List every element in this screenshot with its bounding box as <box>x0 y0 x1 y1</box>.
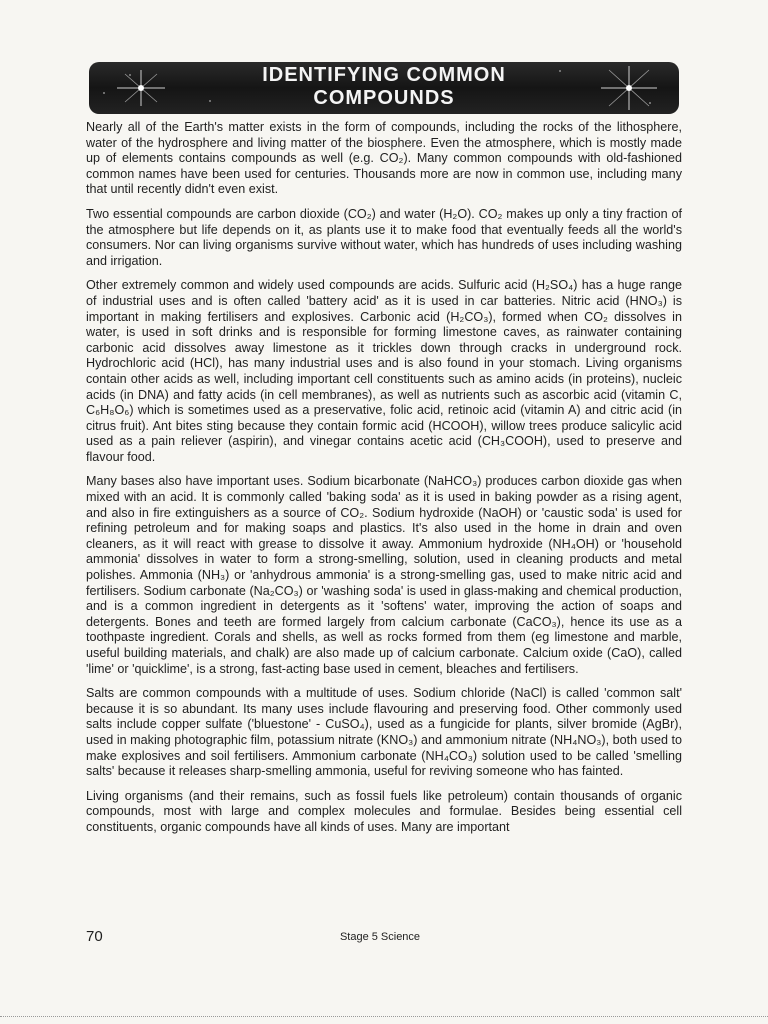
page-title-line-1: IDENTIFYING COMMON <box>262 64 506 86</box>
paragraph-acids: Other extremely common and widely used compounds are acids. Sulfuric acid (H₂SO₄) has a huge range of industrial uses and is often called 'battery acid' as it is used in car batteries. Nitric acid (HNO₃) is important in making fertilisers and explosives. Carbonic acid (H₂CO₃), formed when CO₂ dissolves in water, is used in soft drinks and is responsible for forming limestone caves, as rainwater containing carbonic acid dissolves away limestone as it trickles down through cracks in underground rock. Hydrochloric acid (HCl), has many industrial uses and is also found in your stomach. Living organisms contain other acids as well, including important cell constituents such as amino acids (in proteins), nucleic acids (in DNA) and fatty acids (in cell membranes), as well as nutrients such as ascorbic acid (vitamin C, C₆H₈O₆) which is sometimes used as a preservative, folic acid, retinoic acid (vitamin A) and citric acid (in citrus fruit). Ant bites sting because they contain formic acid (HCOOH), willow trees produce salicylic acid used as a pain reliever (aspirin), and vinegar contains acetic acid (CH₃COOH), used to preserve and flavour food. <box>86 278 682 464</box>
paragraph-organic-compounds: Living organisms (and their remains, such as fossil fuels like petroleum) contain thousands of organic compounds, most with large and complex molecules and formulae. Besides being essential cell constituents, organic compounds have all kinds of uses. Many are important <box>86 788 682 834</box>
bottom-divider <box>0 1016 768 1018</box>
title-banner <box>89 62 679 114</box>
article-body <box>86 120 682 845</box>
paragraph-earth-compounds: Nearly all of the Earth's matter exists in the form of compounds, including the rocks of the lithosphere, water of the hydrosphere and living matter of the biosphere. Even the atmosphere, which is mostly made up of elements contains compounds as well (e.g. CO₂). Many common compounds with old-fashioned common names have been used for centuries. Thousands more are now in common use, including many that until recently didn't even exist. <box>86 120 682 197</box>
paragraph-essential-compounds: Two essential compounds are carbon dioxide (CO₂) and water (H₂O). CO₂ makes up only a tiny fraction of the atmosphere but life depends on it, as plants use it to make food that eventually feeds all the world's consumers. Nor can living organisms survive without water, which has hundreds of uses including washing and irrigation. <box>86 206 682 268</box>
page-title <box>89 64 679 110</box>
footer-title: Stage 5 Science <box>339 931 421 943</box>
page-number: 70 <box>86 928 103 945</box>
paragraph-bases: Many bases also have important uses. Sodium bicarbonate (NaHCO₃) produces carbon dioxide gas when mixed with an acid. It is commonly called 'baking soda' as it is used in baking powder as a rising agent, and also in fire extinguishers as a source of CO₂. Sodium hydroxide (NaOH) or 'caustic soda' is used for refining petroleum and for making soaps and plastics. It's also used in the home in drain and oven cleaners, as it will react with grease to dissolve it away. Ammonium hydroxide (NH₄OH) or 'household ammonia' dissolves in water to form a strong-smelling, solution, used in cleaning products and metal polishes. Ammonia (NH₃) or 'anhydrous ammonia' is a strong-smelling gas, used to make nitric acid and fertilisers. Sodium carbonate (Na₂CO₃) or 'washing soda' is used in glass-making and chemical production, and is a common ingredient in detergents as it 'softens' water, improving the action of soaps and detergents. Bones and teeth are formed largely from calcium carbonate (CaCO₃), hence its use as a toothpaste ingredient. Corals and shells, as well as rocks formed from them (eg limestone and marble, useful building materials, and chalk) are also made up of calcium carbonate. Calcium oxide (CaO), called 'lime' or 'quicklime', is a strong, fast-acting base used in cement, bleaches and fertilisers. <box>86 474 682 676</box>
page-title-line-2: COMPOUNDS <box>313 87 455 109</box>
paragraph-salts: Salts are common compounds with a multitude of uses. Sodium chloride (NaCl) is called 'common salt' because it is so abundant. Its many uses include flavouring and preserving food. Other commonly used salts include copper sulfate ('bluestone' - CuSO₄), used as a fungicide for plants, silver bromide (AgBr), used in making photographic film, potassium nitrate (KNO₃) and ammonium nitrate (NH₄NO₃), both used to make explosives and soil fertilisers. Ammonium carbonate (NH₄CO₃) solution used to be called 'smelling salts' because it releases sharp-smelling ammonia, useful for reviving someone who has fainted. <box>86 686 682 779</box>
